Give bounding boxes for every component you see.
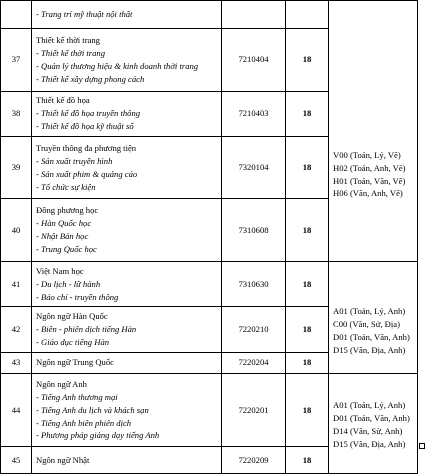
combination-item: D01 (Toán, Văn, Anh) xyxy=(333,413,410,424)
major-title: Thiết kế thời trang xyxy=(36,35,100,46)
major-code: 7220204 xyxy=(222,352,286,374)
row-number: 43 xyxy=(1,352,32,374)
score-cell xyxy=(286,1,329,29)
combination-item: D15 (Văn, Địa, Anh) xyxy=(333,438,406,449)
major-cell xyxy=(32,199,222,262)
major-cell xyxy=(32,352,222,374)
table-row xyxy=(1,1,418,29)
combination-item: H06 (Văn, Anh, Vẽ) xyxy=(333,188,403,199)
score-cell: 18 xyxy=(286,91,329,136)
combination-item: H02 (Toán, Anh, Vẽ) xyxy=(333,162,406,173)
row-number: 37 xyxy=(1,29,32,92)
specialization-item: - Tổ chức sự kiện xyxy=(36,181,96,192)
scroll-marker-icon xyxy=(419,443,425,449)
specialization-item: - Du lịch - lữ hành xyxy=(36,278,101,289)
major-title: Ngôn ngữ Anh xyxy=(36,378,87,389)
major-title: Việt Nam học xyxy=(36,265,84,276)
combination-item: A01 (Toán, Lý, Anh) xyxy=(333,306,406,317)
table-row xyxy=(1,262,418,307)
major-code: 7210403 xyxy=(222,91,286,136)
subject-combinations xyxy=(329,1,418,262)
specialization-item: - Tiếng Anh du lịch và khách sạn xyxy=(36,404,149,415)
specialization-item: - Thiết kế đồ họa kỹ thuật số xyxy=(36,121,134,132)
table-row xyxy=(1,374,418,447)
major-title: Thiết kế đồ họa xyxy=(36,95,90,106)
specialization-item: - Tiếng Anh biên phiên dịch xyxy=(36,417,132,428)
specialization-item: - Trung Quốc học xyxy=(36,244,97,255)
combination-item: D01 (Toán, Văn, Anh) xyxy=(333,332,410,343)
major-title: Ngôn ngữ Trung Quốc xyxy=(36,357,114,368)
specialization-item: - Giáo dục tiếng Hàn xyxy=(36,336,110,347)
combination-item: A01 (Toán, Lý, Anh) xyxy=(333,400,406,411)
major-title: Ngôn ngữ Hàn Quốc xyxy=(36,311,108,322)
combination-item: D14 (Văn, Sử, Anh) xyxy=(333,426,403,437)
major-code: 7220210 xyxy=(222,307,286,352)
specialization-item: - Biên - phiên dịch tiếng Hàn xyxy=(36,324,137,335)
combination-item: D15 (Văn, Địa, Anh) xyxy=(333,345,406,355)
major-title: Truyền thông đa phương tiện xyxy=(36,142,137,153)
subject-combinations xyxy=(329,374,418,474)
major-title: Đông phương học xyxy=(36,205,99,216)
specialization-item: - Hàn Quốc học xyxy=(36,218,92,229)
score-cell: 18 xyxy=(286,29,329,92)
major-title: Ngôn ngữ Nhật xyxy=(36,454,90,465)
major-cell xyxy=(32,29,222,92)
score-cell: 18 xyxy=(286,307,329,352)
combination-item: C00 (Văn, Sử, Địa) xyxy=(333,319,400,330)
major-code: 7220209 xyxy=(222,446,286,473)
specialization-item: - Tiếng Anh thương mại xyxy=(36,391,118,402)
row-number: 41 xyxy=(1,262,32,307)
subject-combinations xyxy=(329,262,418,374)
combination-item: V00 (Toán, Lý, Vẽ) xyxy=(333,149,401,160)
major-cell xyxy=(32,136,222,199)
row-number: 39 xyxy=(1,136,32,199)
score-cell: 18 xyxy=(286,352,329,374)
score-cell: 18 xyxy=(286,446,329,473)
specialization-item: - Sản xuất phim & quảng cáo xyxy=(36,168,138,179)
score-cell: 18 xyxy=(286,136,329,199)
specialization-item: - Quản lý thương hiệu & kinh doanh thời trang xyxy=(36,60,199,71)
row-number: 40 xyxy=(1,199,32,262)
specialization-item: - Thiết kế thời trang xyxy=(36,47,106,58)
combination-item: H01 (Toán, Văn, Vẽ) xyxy=(333,175,406,186)
major-cell xyxy=(32,1,222,29)
specialization-item: - Trang trí mỹ thuật nội thất xyxy=(36,9,133,20)
major-code: 7210404 xyxy=(222,29,286,92)
score-cell: 18 xyxy=(286,199,329,262)
row-number: 44 xyxy=(1,374,32,447)
specialization-item: - Báo chí - truyền thông xyxy=(36,291,119,302)
major-code xyxy=(222,1,286,29)
row-number: 42 xyxy=(1,307,32,352)
major-cell xyxy=(32,374,222,447)
specialization-item: - Thiết kế xây dựng phong cách xyxy=(36,73,145,84)
row-number xyxy=(1,1,32,29)
specialization-item: - Nhật Bản học xyxy=(36,231,89,242)
major-code: 7310608 xyxy=(222,199,286,262)
major-code: 7310630 xyxy=(222,262,286,307)
score-cell: 18 xyxy=(286,374,329,447)
row-number: 45 xyxy=(1,446,32,473)
score-cell: 18 xyxy=(286,262,329,307)
major-code: 7320104 xyxy=(222,136,286,199)
row-number: 38 xyxy=(1,91,32,136)
specialization-item: - Thiết kế đồ họa truyền thông xyxy=(36,108,141,119)
major-code: 7220201 xyxy=(222,374,286,447)
specialization-item: - Phương pháp giảng dạy tiếng Anh xyxy=(36,430,160,441)
major-cell xyxy=(32,262,222,307)
major-cell xyxy=(32,446,222,473)
major-cell xyxy=(32,307,222,352)
specialization-item: - Sản xuất truyền hình xyxy=(36,155,113,166)
major-cell xyxy=(32,91,222,136)
